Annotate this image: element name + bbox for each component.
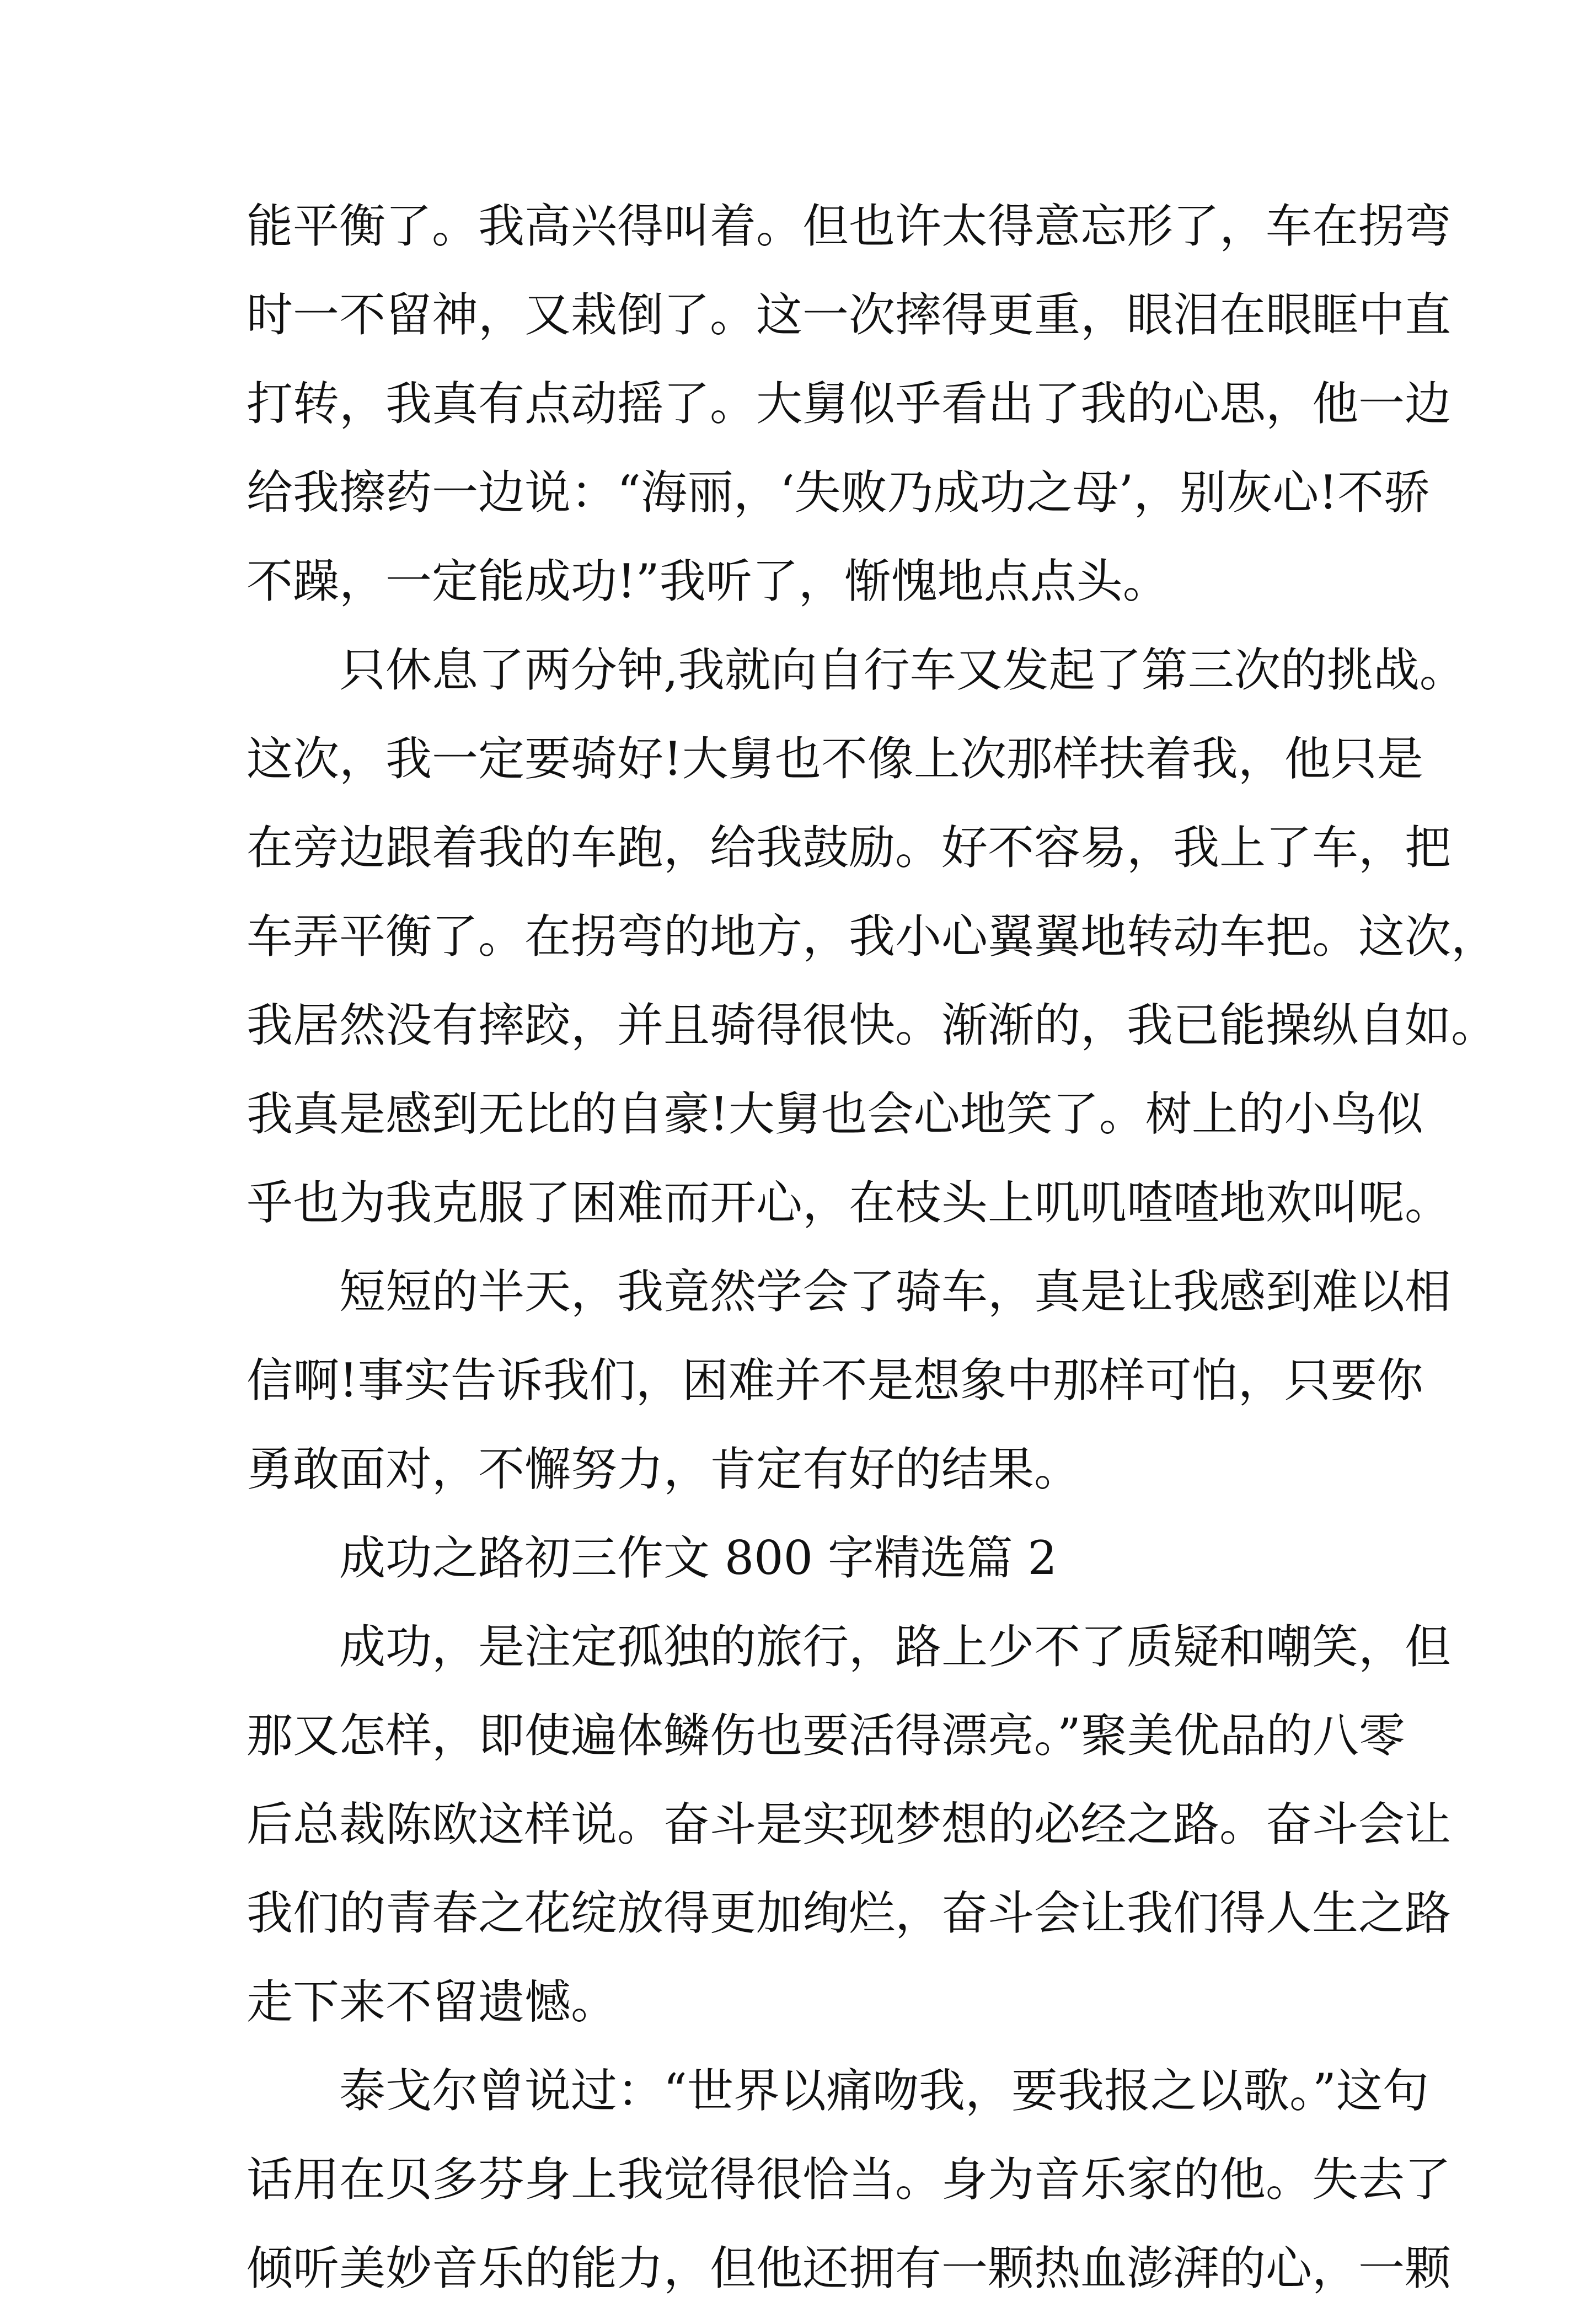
text-line: 我居然没有摔跤，并且骑得很快。渐渐的，我已能操纵自如。	[247, 998, 1498, 1052]
text-line: 那又怎样，即使遍体鳞伤也要活得漂亮。”聚美优品的八零	[247, 1709, 1405, 1763]
paragraph-first-line: 成功，是注定孤独的旅行，路上少不了质疑和嘲笑，但	[339, 1620, 1452, 1674]
paragraph-first-line: 只休息了两分钟,我就向自行车又发起了第三次的挑战。	[339, 643, 1466, 697]
text-line: 这次，我一定要骑好!大舅也不像上次那样扶着我，他只是	[247, 732, 1423, 786]
text-line: 在旁边跟着我的车跑，给我鼓励。好不容易，我上了车，把	[247, 821, 1452, 875]
text-line: 我们的青春之花绽放得更加绚烂，奋斗会让我们得人生之路	[247, 1886, 1452, 1940]
paragraph-first-line: 泰戈尔曾说过：“世界以痛吻我，要我报之以歌。”这句	[339, 2064, 1429, 2118]
text-line: 不躁，一定能成功!”我听了，惭愧地点点头。	[247, 554, 1169, 608]
text-line: 走下来不留遗憾。	[247, 1975, 618, 2029]
text-line: 乎也为我克服了困难而开心，在枝头上叽叽喳喳地欢叫呢。	[247, 1176, 1452, 1230]
text-line: 勇敢面对，不懈努力，肯定有好的结果。	[247, 1442, 1081, 1496]
text-line: 后总裁陈欧这样说。奋斗是实现梦想的必经之路。奋斗会让	[247, 1797, 1452, 1851]
section-heading: 成功之路初三作文 800 字精选篇 2	[339, 1531, 1057, 1585]
text-line: 给我擦药一边说：“海丽，‘失败乃成功之母’，别灰心!不骄	[247, 465, 1431, 520]
text-line: 话用在贝多芬身上我觉得很恰当。身为音乐家的他。失去了	[247, 2153, 1452, 2207]
text-line: 车弄平衡了。在拐弯的地方，我小心翼翼地转动车把。这次，	[247, 909, 1498, 963]
body-text	[247, 182, 1498, 2313]
text-line: 能平衡了。我高兴得叫着。但也许太得意忘形了，车在拐弯	[247, 199, 1452, 253]
text-line: 时一不留神，又栽倒了。这一次摔得更重，眼泪在眼眶中直	[247, 288, 1452, 342]
text-line: 我真是感到无比的自豪!大舅也会心地笑了。树上的小鸟似	[247, 1087, 1423, 1141]
text-line: 倾听美妙音乐的能力，但他还拥有一颗热血澎湃的心，一颗	[247, 2241, 1452, 2295]
text-line: 打转，我真有点动摇了。大舅似乎看出了我的心思，他一边	[247, 377, 1452, 431]
paragraph-first-line: 短短的半天，我竟然学会了骑车，真是让我感到难以相	[339, 1265, 1452, 1319]
text-line: 信啊!事实告诉我们，困难并不是想象中那样可怕，只要你	[247, 1353, 1423, 1407]
